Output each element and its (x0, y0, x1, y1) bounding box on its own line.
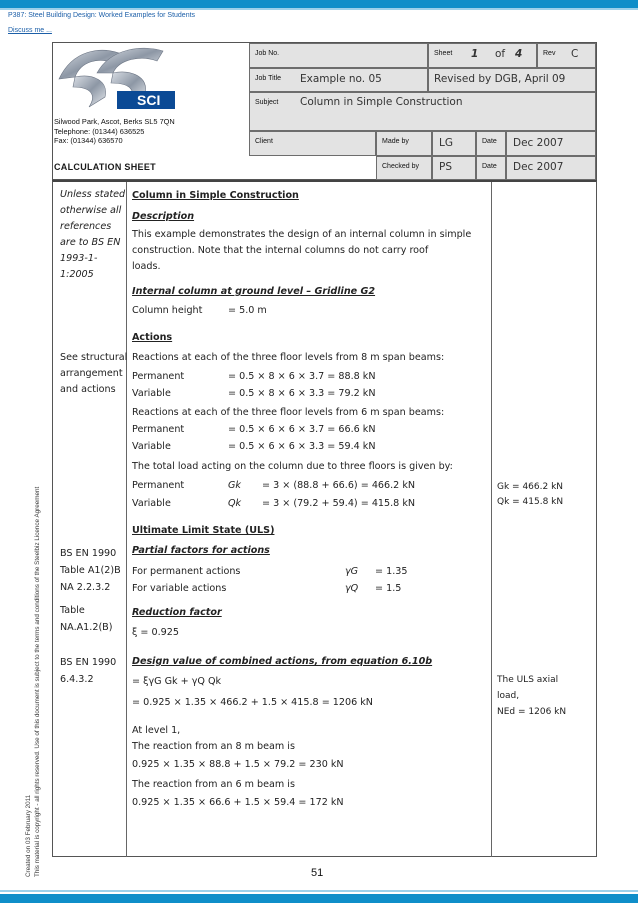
sheet-cell (428, 43, 537, 68)
revised-by: Revised by DGB, April 09 (434, 73, 566, 85)
company-address (54, 117, 175, 146)
revised-cell (428, 68, 596, 92)
calculation-body (52, 180, 597, 857)
checked-by-label-cell (376, 156, 432, 180)
description-line-2: construction. Note that the internal columns do not carry roof (132, 245, 429, 256)
document-title: P387: Steel Building Design: Worked Examples for Students (8, 12, 196, 19)
logo-text: SCI (137, 92, 161, 108)
gamma-q-symbol: γQ (345, 583, 359, 594)
rev-cell (537, 43, 596, 68)
subject: Column in Simple Construction (300, 96, 463, 108)
sheet-number: 1 (471, 48, 479, 60)
made-by-label: Made by (382, 138, 409, 145)
date2: Dec 2007 (513, 161, 564, 173)
bottom-accent-line (0, 890, 638, 892)
copyright-sidebar (24, 412, 44, 877)
qk-result: Qk = 415.8 kN (497, 497, 564, 507)
date1-label: Date (482, 138, 497, 145)
partial-factor-variable-label: For variable actions (132, 583, 227, 594)
design-value-formula: = ξγG Gk + γQ Qk (132, 676, 222, 687)
bottom-accent-bar (0, 894, 638, 903)
gamma-q-value: = 1.5 (375, 583, 402, 594)
qk-symbol: Qk (228, 498, 242, 509)
checked-by-cell (432, 156, 476, 180)
right-column-divider (491, 182, 492, 857)
ref-combined-actions: BS EN 1990 6.4.3.2 (60, 657, 117, 685)
design-value-calculation: = 0.925 × 1.35 × 466.2 + 1.5 × 415.8 = 1206 kN (132, 697, 373, 708)
gamma-g-symbol: γG (345, 566, 359, 577)
partial-factor-permanent-label: For permanent actions (132, 566, 241, 577)
left-column-divider (126, 182, 127, 857)
top-accent-line (0, 8, 638, 10)
design-value-heading: Design value of combined actions, from equation 6.10b (132, 656, 433, 667)
ref-partial-factors: BS EN 1990 Table A1(2)B NA 2.2.3.2 Table NA.A1.2(B) (60, 548, 121, 633)
section-title: Column in Simple Construction (132, 190, 299, 201)
column-height-value: = 5.0 m (228, 305, 267, 316)
job-title: Example no. 05 (300, 73, 382, 85)
of-label: of (495, 48, 506, 60)
partial-factors-heading: Partial factors for actions (132, 545, 270, 556)
checked-by: PS (439, 161, 452, 173)
job-no-cell (249, 43, 428, 68)
variable-8m-label: Variable (132, 388, 171, 399)
reaction-8m-calculation: 0.925 × 1.35 × 88.8 + 1.5 × 79.2 = 230 kN (132, 759, 344, 770)
uls-heading: Ultimate Limit State (ULS) (132, 525, 275, 536)
date1-label-cell (476, 131, 506, 156)
total-load-text: The total load acting on the column due to three floors is given by: (132, 461, 453, 472)
subject-cell (249, 92, 596, 131)
rev-value: C (571, 48, 579, 60)
permanent-total-label: Permanent (132, 480, 185, 491)
date2-label: Date (482, 163, 497, 170)
variable-8m-value: = 0.5 × 8 × 6 × 3.3 = 79.2 kN (228, 388, 376, 399)
permanent-6m-value: = 0.5 × 6 × 6 × 3.7 = 66.6 kN (228, 424, 376, 435)
subject-label: Subject (255, 99, 279, 106)
telephone: Telephone: (01344) 636525 (54, 126, 145, 136)
level-1-label: At level 1, (132, 725, 181, 736)
reaction-6m-calculation: 0.925 × 1.35 × 66.6 + 1.5 × 59.4 = 172 kN (132, 797, 344, 808)
copyright-notice: This material is copyright - all rights reserved. Use of this document is subject to the terms and conditions of the Steelbiz Licence Agreement (34, 486, 41, 877)
permanent-6m-label: Permanent (132, 424, 185, 435)
date1: Dec 2007 (513, 137, 564, 149)
gk-result: Gk = 466.2 kN (497, 482, 564, 492)
checked-by-label: Checked by (382, 163, 419, 170)
reactions-8m-text: Reactions at each of the three floor levels from 8 m span beams: (132, 352, 445, 363)
rev-label: Rev (543, 50, 556, 57)
sci-logo-icon (53, 43, 249, 115)
client-cell (249, 131, 376, 156)
actions-heading: Actions (132, 332, 173, 343)
top-accent-bar (0, 0, 638, 8)
references-note: Unless stated otherwise all references are to BS EN 1993-1- 1:2005 (60, 189, 126, 280)
internal-column-heading: Internal column at ground level – Gridline G2 (132, 286, 376, 297)
date2-label-cell (476, 156, 506, 180)
variable-6m-label: Variable (132, 441, 171, 452)
gk-symbol: Gk (228, 480, 241, 491)
date2-cell (506, 156, 596, 180)
page-number: 51 (311, 867, 324, 879)
sci-logo (53, 43, 249, 115)
permanent-8m-value: = 0.5 × 8 × 6 × 3.7 = 88.8 kN (228, 371, 376, 382)
description-line-3: loads. (132, 261, 161, 272)
column-height-label: Column height (132, 305, 203, 316)
variable-total-label: Variable (132, 498, 171, 509)
date1-cell (506, 131, 596, 156)
made-by-cell (432, 131, 476, 156)
created-date: Created on 03 February 2011 (25, 794, 32, 877)
address-line-1: Silwood Park, Ascot, Berks SL5 7QN (54, 117, 175, 126)
gk-calculation: = 3 × (88.8 + 66.6) = 466.2 kN (262, 480, 416, 491)
gamma-g-value: = 1.35 (375, 566, 408, 577)
reduction-factor-value: ξ = 0.925 (132, 627, 179, 638)
description-line-1: This example demonstrates the design of an internal column in simple (132, 229, 472, 240)
job-no-label: Job No. (255, 50, 280, 57)
job-title-label: Job Title (255, 75, 282, 82)
calculation-sheet-label: CALCULATION SHEET (54, 162, 156, 172)
reaction-6m-heading: The reaction from an 6 m beam is (132, 779, 295, 790)
permanent-8m-label: Permanent (132, 371, 185, 382)
variable-6m-value: = 0.5 × 6 × 6 × 3.3 = 59.4 kN (228, 441, 376, 452)
reactions-6m-text: Reactions at each of the three floor levels from 6 m span beams: (132, 407, 445, 418)
discuss-link[interactable]: Discuss me ... (8, 27, 52, 34)
ref-structural-arrangement: See structural arrangement and actions (60, 352, 128, 395)
job-title-cell (249, 68, 428, 92)
made-by-label-cell (376, 131, 432, 156)
reaction-8m-heading: The reaction from an 8 m beam is (132, 741, 295, 752)
reduction-factor-heading: Reduction factor (132, 607, 222, 618)
description-heading: Description (132, 211, 195, 222)
sheet-label: Sheet (434, 50, 453, 57)
client-label: Client (255, 138, 273, 145)
sheet-total: 4 (515, 48, 523, 60)
uls-axial-load-result: The ULS axial load, NEd = 1206 kN (497, 675, 567, 717)
made-by: LG (439, 137, 453, 149)
qk-calculation: = 3 × (79.2 + 59.4) = 415.8 kN (262, 498, 416, 509)
fax: Fax: (01344) 636570 (54, 136, 123, 146)
